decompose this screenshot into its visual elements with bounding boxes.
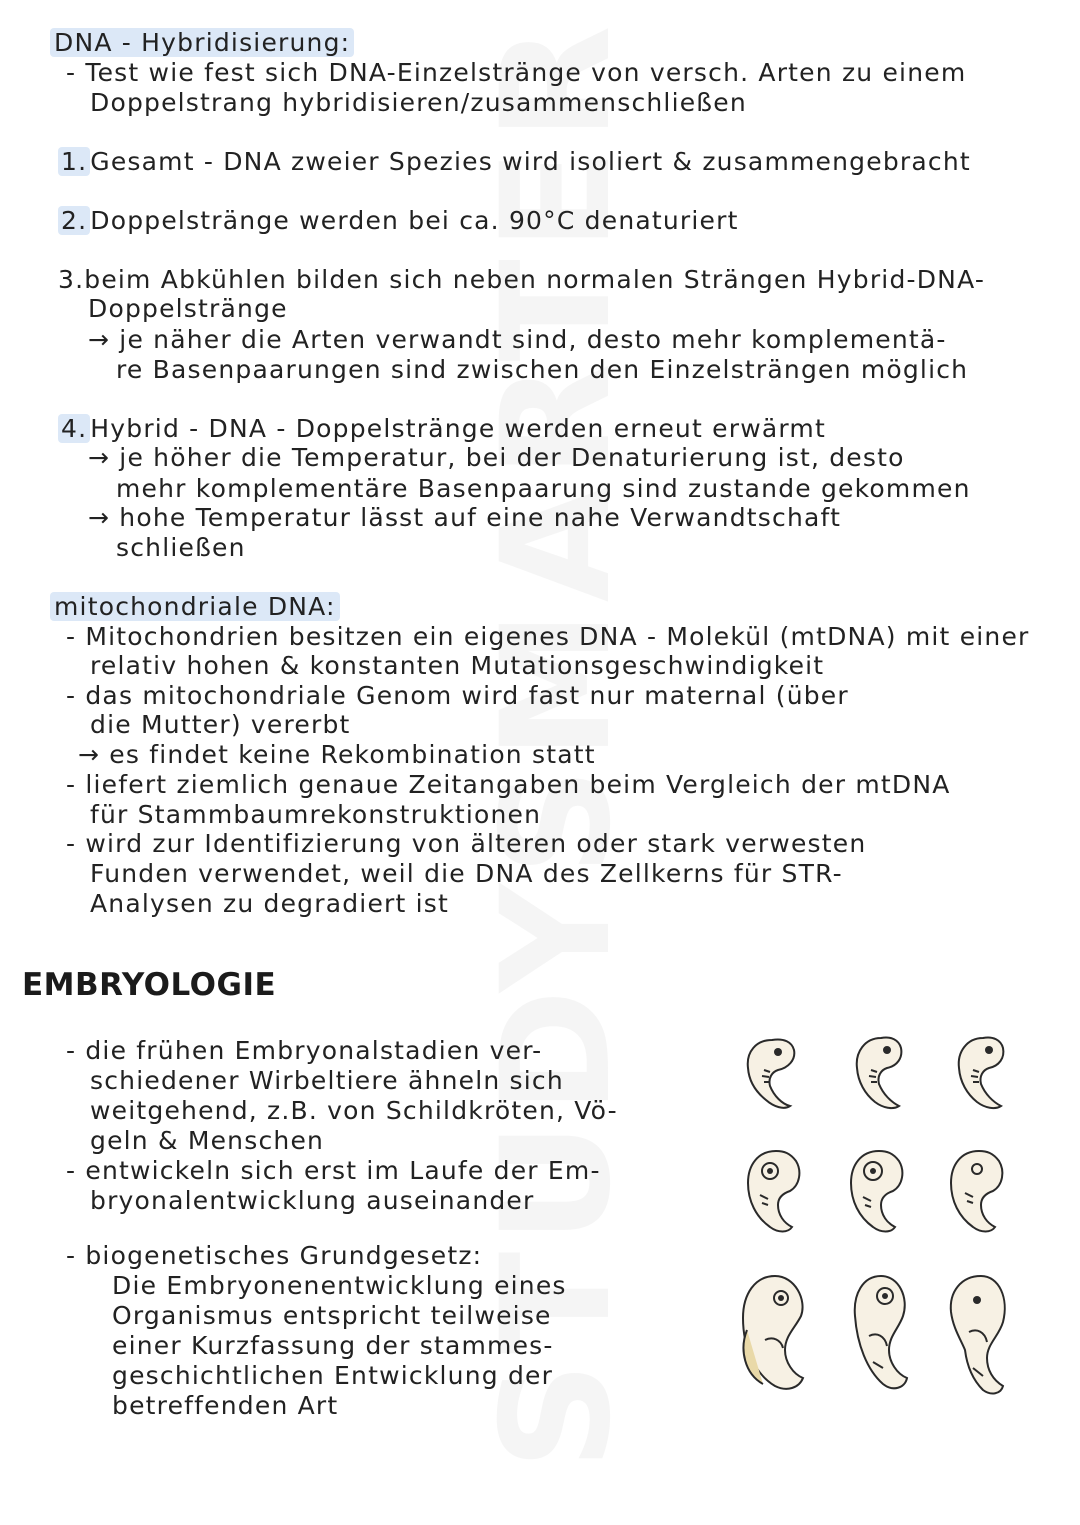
dna-hybrid-heading: DNA - Hybridisierung: — [50, 28, 354, 58]
mtdna-line: - liefert ziemlich genaue Zeitangaben beim Vergleich der mtDNA — [66, 770, 951, 799]
embryology-line: - entwickeln sich erst im Laufe der Em- — [66, 1156, 601, 1185]
step-4-line: schließen — [116, 533, 246, 562]
embryo-late-human-illustration — [943, 1270, 1018, 1400]
mtdna-line: - wird zur Identifizierung von älteren oder stark verwesten — [66, 829, 867, 858]
mtdna-line: für Stammbaumrekonstruktionen — [90, 800, 542, 829]
embryology-line: einer Kurzfassung der stammes- — [112, 1331, 554, 1360]
mtdna-heading: mitochondriale DNA: — [50, 592, 340, 622]
mtdna-line: - das mitochondriale Genom wird fast nur maternal (über — [66, 681, 849, 710]
embryology-line: - biogenetisches Grundgesetz: — [66, 1241, 483, 1270]
embryo-middle-human-illustration — [943, 1145, 1013, 1240]
embryology-line: schiedener Wirbeltiere ähneln sich — [90, 1066, 564, 1095]
step-4: 4. Hybrid - DNA - Doppelstränge werden erneut erwärmt — [58, 414, 826, 444]
embryo-late-bird-illustration — [845, 1270, 915, 1395]
embryo-middle-fish-illustration — [740, 1145, 810, 1240]
embryo-early-bird-illustration — [843, 1030, 918, 1115]
step-4-line: → je höher die Temperatur, bei der Denaturierung ist, desto — [88, 443, 905, 472]
step-4-line: → hohe Temperatur lässt auf eine nahe Verwandtschaft — [88, 503, 842, 532]
embryology-line: weitgehend, z.B. von Schildkröten, Vö- — [90, 1096, 618, 1125]
embryo-late-turtle-illustration — [735, 1270, 815, 1395]
embryology-line: geschichtlichen Entwicklung der — [112, 1361, 554, 1390]
mtdna-line: - Mitochondrien besitzen ein eigenes DNA - Molekül (mtDNA) mit einer — [66, 622, 1030, 651]
watermark: STUDYSMARTER — [470, 17, 644, 1470]
embryo-middle-bird-illustration — [843, 1145, 913, 1240]
dna-hybrid-intro-line: - Test wie fest sich DNA-Einzelstränge von versch. Arten zu einem — [66, 58, 967, 87]
step-3: 3.beim Abkühlen bilden sich neben normalen Strängen Hybrid-DNA- — [58, 265, 986, 294]
step-3-line: Doppelstränge — [88, 294, 288, 323]
mtdna-line: die Mutter) vererbt — [90, 710, 351, 739]
embryo-early-human-illustration — [943, 1030, 1018, 1115]
step-3-line: re Basenpaarungen sind zwischen den Einzelsträngen möglich — [116, 355, 969, 384]
embryology-line: bryonalentwicklung auseinander — [90, 1186, 535, 1215]
embryology-line: - die frühen Embryonalstadien ver- — [66, 1036, 543, 1065]
embryology-line: Die Embryonenentwicklung eines — [112, 1271, 567, 1300]
mtdna-line: → es findet keine Rekombination statt — [78, 740, 596, 769]
embryology-line: betreffenden Art — [112, 1391, 339, 1420]
mtdna-line: relativ hohen & konstanten Mutationsgeschwindigkeit — [90, 651, 825, 680]
step-2: 2. Doppelstränge werden bei ca. 90°C denaturiert — [58, 206, 739, 236]
step-4-line: mehr komplementäre Basenpaarung sind zustande gekommen — [116, 474, 971, 503]
embryo-early-fish-illustration — [738, 1030, 813, 1115]
embryology-line: geln & Menschen — [90, 1126, 325, 1155]
embryology-heading: EMBRYOLOGIE — [22, 967, 277, 1003]
mtdna-line: Analysen zu degradiert ist — [90, 889, 450, 918]
dna-hybrid-intro-line: Doppelstrang hybridisieren/zusammenschließen — [90, 88, 747, 117]
step-1: 1. Gesamt - DNA zweier Spezies wird isoliert & zusammengebracht — [58, 147, 971, 177]
mtdna-line: Funden verwendet, weil die DNA des Zellkerns für STR- — [90, 859, 843, 888]
embryology-line: Organismus entspricht teilweise — [112, 1301, 552, 1330]
step-3-line: → je näher die Arten verwandt sind, desto mehr komplementä- — [88, 325, 947, 354]
